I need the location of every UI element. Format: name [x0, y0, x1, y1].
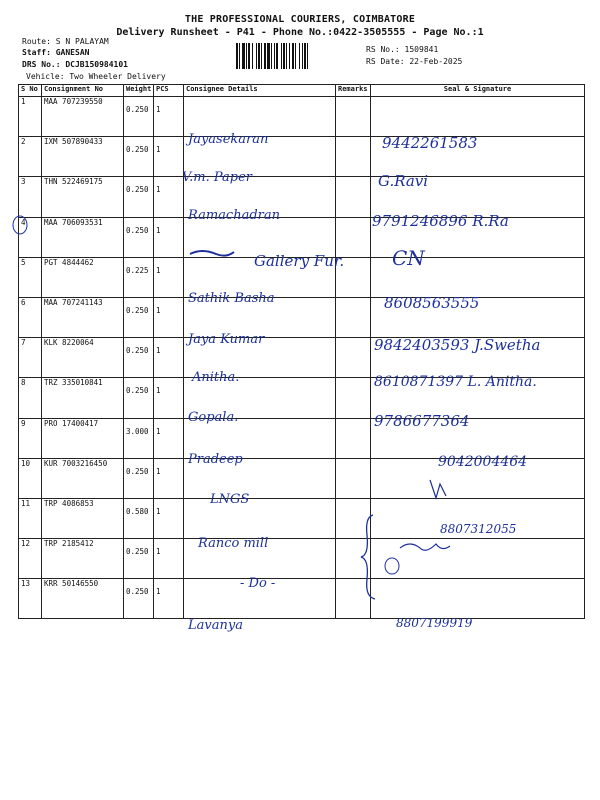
route-value: S N PALAYAM: [55, 37, 109, 46]
weight-cell-text: 0.250: [126, 346, 149, 356]
weight-cell-text: 0.225: [126, 265, 149, 275]
signature-handwriting: 9786677364: [374, 412, 470, 430]
weight-cell-text: 0.250: [126, 105, 149, 114]
runsheet-title: Delivery Runsheet - P41 - Phone No.:0422-3505555 - Page No.:1: [116, 27, 484, 38]
pcs-cell-text: 1: [156, 185, 161, 195]
signature-handwriting: 9791246896 R.Ra: [372, 212, 509, 230]
col-weight: Weight: [124, 85, 154, 97]
signature-handwriting: CN: [392, 246, 425, 270]
vehicle-value: Two Wheeler Delivery: [69, 72, 166, 81]
serial-cell-text: 8: [21, 378, 26, 388]
consignment-cell-text: MAA 707239550: [44, 97, 103, 106]
weight-cell-text: 0.250: [126, 386, 149, 396]
signature-handwriting: 9842403593 J.Swetha: [374, 336, 541, 354]
col-pcs: PCS: [154, 85, 184, 97]
row10-initials: [430, 480, 446, 498]
serial-cell-text: 2: [21, 137, 26, 147]
consignee-handwriting: LNGS: [210, 492, 250, 507]
signature-handwriting: 8610871397 L. Anitha.: [374, 374, 537, 390]
rs-no-value: 1509841: [404, 45, 439, 54]
serial-cell-text: 1: [21, 97, 26, 106]
consignment-cell-text: MAA 706093531: [44, 217, 103, 227]
pcs-cell-text: 1: [156, 105, 161, 114]
drs-value: DCJB150984101: [65, 60, 128, 69]
staff-label: Staff:: [22, 48, 51, 57]
weight-cell-text: 0.250: [126, 185, 149, 195]
consignment-cell-text: MAA 707241143: [44, 297, 103, 307]
weight-cell-text: 0.580: [126, 506, 149, 516]
consignment-cell-text: TRP 4086853: [44, 498, 94, 508]
consignee-handwriting: Jayasekaran: [188, 132, 269, 147]
row12-scribble: [400, 544, 450, 550]
weight-cell-text: 0.250: [126, 305, 149, 315]
pcs-cell-text: 1: [156, 386, 161, 396]
pcs-cell-text: 1: [156, 426, 161, 436]
pcs-cell-text: 1: [156, 305, 161, 315]
signature-handwriting: 9442261583: [382, 134, 478, 152]
pcs-cell-text: 1: [156, 587, 161, 597]
consignee-handwriting: Pradeep: [188, 452, 243, 467]
serial-cell-text: 6: [21, 297, 26, 307]
drs-label: DRS No.:: [22, 60, 61, 69]
consignment-cell-text: PRO 17400417: [44, 418, 99, 428]
col-remarks: Remarks: [336, 85, 371, 97]
consignee-handwriting: Gopala.: [188, 410, 239, 425]
weight-cell-text: 0.250: [126, 547, 149, 557]
consignment-cell-text: KRR 50146550: [44, 579, 99, 589]
serial-cell-text: 4: [21, 217, 26, 227]
pcs-cell-text: 1: [156, 346, 161, 356]
consignee-handwriting: Lavanya: [188, 618, 243, 633]
vehicle-label: Vehicle:: [26, 72, 65, 81]
weight-cell-text: 0.250: [126, 587, 149, 597]
consignment-cell-text: IXM 507890433: [44, 137, 103, 147]
serial-cell-text: 9: [21, 418, 26, 428]
pcs-cell-text: 1: [156, 225, 161, 235]
signature-handwriting: 8807199919: [396, 616, 473, 630]
signature-handwriting: 8807312055: [440, 522, 517, 536]
weight-cell-text: 0.250: [126, 225, 149, 235]
pcs-cell-text: 1: [156, 506, 161, 516]
rs-date-value: 22-Feb-2025: [409, 57, 463, 66]
serial-cell-text: 12: [21, 539, 31, 549]
consignment-cell-text: THN 522469175: [44, 177, 103, 187]
pcs-cell-text: 1: [156, 547, 161, 557]
staff-value: GANESAN: [55, 48, 90, 57]
rs-no-label: RS No.:: [366, 45, 400, 54]
rs-date-label: RS Date:: [366, 57, 405, 66]
consignee-handwriting: Gallery Fur.: [254, 252, 345, 270]
serial-cell-text: 7: [21, 338, 26, 348]
consignee-handwriting: Sathik Basha: [188, 291, 275, 306]
consignment-cell-text: KLK 8220064: [44, 338, 94, 348]
consignee-handwriting: Anitha.: [192, 370, 240, 385]
pcs-cell-text: 1: [156, 145, 161, 155]
serial-cell-text: 10: [21, 458, 31, 468]
serial-cell-text: 5: [21, 257, 26, 267]
signature-handwriting: 9042004464: [438, 454, 528, 470]
stamp-circle: [385, 558, 399, 574]
consignee-handwriting: Ranco mill: [198, 536, 269, 551]
col-signature: Seal & Signature: [371, 85, 585, 97]
consignee-handwriting: - Do -: [240, 576, 276, 591]
consignment-cell-text: KUR 7003216450: [44, 458, 108, 468]
strikeout-scribble: [190, 251, 234, 256]
weight-cell-text: 0.250: [126, 145, 149, 155]
company-title: THE PROFESSIONAL COURIERS, COIMBATORE: [184, 14, 416, 25]
serial-cell-text: 13: [21, 579, 31, 589]
consignee-handwriting: Jaya Kumar: [188, 332, 265, 347]
weight-cell-text: 3.000: [126, 426, 149, 436]
row4-circle-mark: [13, 216, 27, 234]
brace-mark: [361, 515, 375, 599]
serial-cell-text: 3: [21, 177, 26, 187]
signature-handwriting: 8608563555: [384, 294, 480, 312]
route-label: Route:: [22, 37, 51, 46]
consignment-cell-text: PGT 4844462: [44, 257, 94, 267]
signature-handwriting: G.Ravi: [378, 172, 429, 190]
col-sno: S No: [19, 85, 42, 97]
consignment-cell-text: TRZ 335010841: [44, 378, 103, 388]
weight-cell-text: 0.250: [126, 466, 149, 476]
pcs-cell-text: 1: [156, 265, 161, 275]
col-consignment: Consignment No: [42, 85, 124, 97]
pcs-cell-text: 1: [156, 466, 161, 476]
serial-cell-text: 11: [21, 498, 31, 508]
consignee-handwriting: V.m. Paper: [182, 170, 252, 185]
consignee-handwriting: Ramachadran: [188, 208, 280, 223]
col-consignee: Consignee Details: [184, 85, 336, 97]
consignment-cell-text: TRP 2185412: [44, 539, 94, 549]
